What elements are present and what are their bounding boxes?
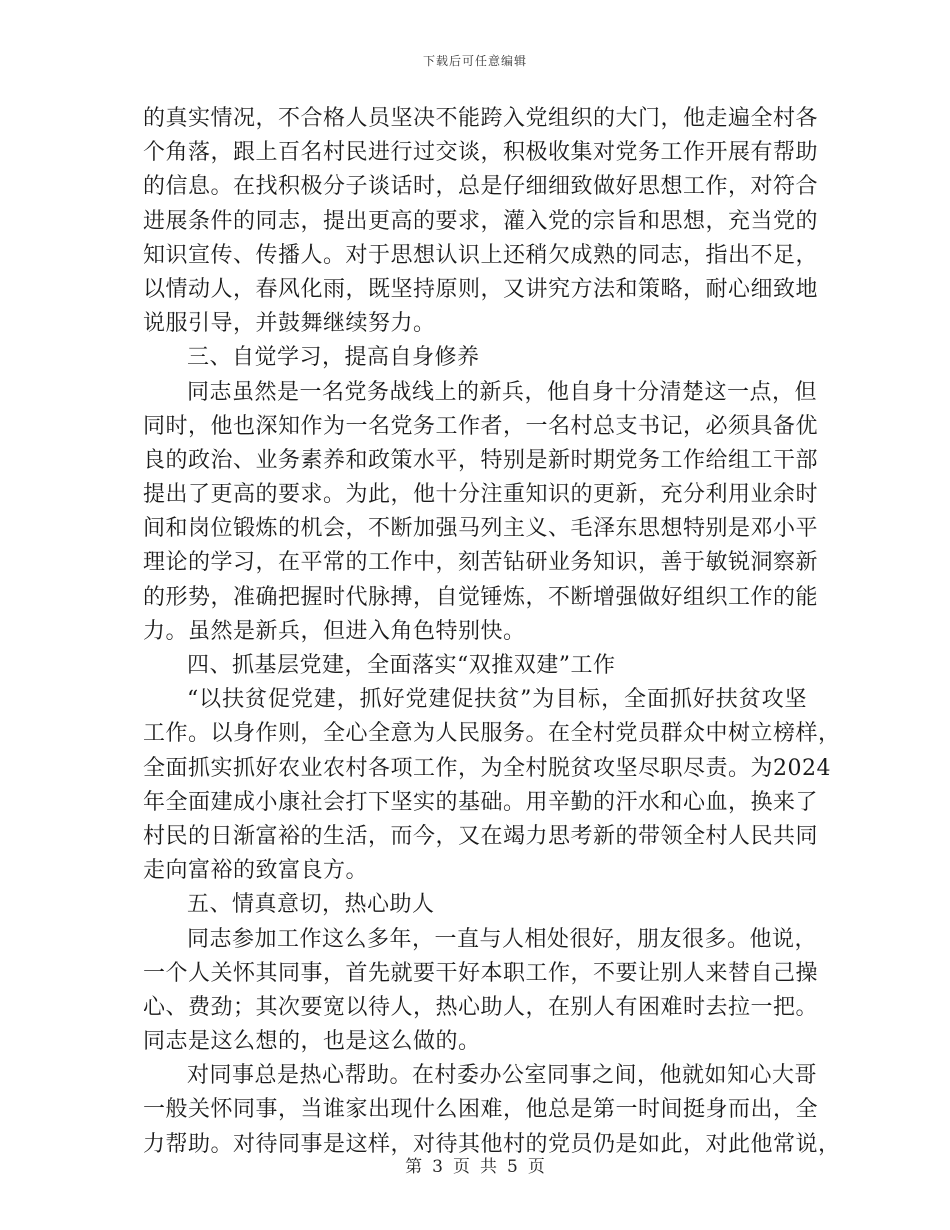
footer-prefix: 第	[405, 1157, 423, 1177]
page-header: 下载后可任意编辑	[422, 54, 527, 68]
text-line: 心、费劲；其次要宽以待人，热心助人，在别人有困难时去拉一把。	[143, 994, 819, 1020]
text-line: 说服引导，并鼓舞继续努力。	[143, 311, 436, 337]
text-line: 全面抓实抓好农业农村各项工作，为全村脱贫攻坚尽职尽责。为2024	[143, 755, 831, 781]
text-line: 年全面建成小康社会打下坚实的基础。用辛勤的汗水和心血，换来了	[143, 789, 819, 815]
text-line: 村民的日渐富裕的生活，而今，又在竭力思考新的带领全村人民共同	[143, 823, 819, 849]
text-line: 同志参加工作这么多年，一直与人相处很好，朋友很多。他说，	[187, 926, 818, 952]
text-line: 提出了更高的要求。为此，他十分注重知识的更新，充分利用业余时	[143, 482, 819, 508]
text-line: 三、自觉学习，提高自身修养	[187, 345, 480, 371]
text-line: 对同事总是热心帮助。在村委办公室同事之间，他就如知心大哥	[187, 1063, 818, 1089]
text-line: 理论的学习，在平常的工作中，刻苦钻研业务知识，善于敏锐洞察新	[143, 550, 819, 576]
text-line: 力帮助。对待同事是这样，对待其他村的党员仍是如此，对此他常说，	[143, 1131, 841, 1157]
footer-total-label: 共	[480, 1157, 497, 1177]
total-pages-number: 5	[507, 1157, 518, 1177]
text-line: 同时，他也深知作为一名党务工作者，一名村总支书记，必须具备优	[143, 413, 819, 439]
text-line: 走向富裕的致富良方。	[143, 858, 369, 884]
text-line: 进展条件的同志，提出更高的要求，灌入党的宗旨和思想，充当党的	[143, 208, 819, 234]
text-line: 四、抓基层党建，全面落实“双推双建”工作	[187, 653, 616, 678]
text-line: 个角落，跟上百名村民进行过交谈，积极收集对党务工作开展有帮助	[143, 140, 819, 166]
current-page-number: 3	[432, 1157, 443, 1177]
text-line: 良的政治、业务素养和政策水平，特别是新时期党务工作给组工干部	[143, 447, 819, 473]
text-line: 同志是这么想的，也是这么做的。	[143, 1029, 481, 1055]
text-line: 一般关怀同事，当谁家出现什么困难，他总是第一时间挺身而出，全	[143, 1097, 819, 1123]
text-line: 五、情真意切，热心助人	[187, 892, 435, 918]
text-line: 同志虽然是一名党务战线上的新兵，他自身十分清楚这一点，但	[187, 379, 818, 405]
document-body	[143, 102, 841, 1162]
text-line: 的形势，准确把握时代脉搏，自觉锤炼，不断增强做好组织工作的能	[143, 584, 819, 610]
text-line: 以情动人，春风化雨，既坚持原则，又讲究方法和策略，耐心细致地	[143, 276, 819, 302]
text-line: 的信息。在找积极分子谈话时，总是仔细细致做好思想工作，对符合	[143, 174, 819, 200]
text-line: “以扶贫促党建，抓好党建促扶贫”为目标，全面抓好扶贫攻坚	[187, 687, 807, 713]
text-line: 力。虽然是新兵，但进入角色特别快。	[143, 618, 526, 644]
text-line: 的真实情况，不合格人员坚决不能跨入党组织的大门，他走遍全村各	[143, 106, 819, 131]
footer-page-label: 页	[453, 1157, 470, 1177]
text-line: 知识宣传、传播人。对于思想认识上还稍欠成熟的同志，指出不足，	[143, 242, 819, 268]
text-line: 一个人关怀其同事，首先就要干好本职工作，不要让别人来替自己操	[143, 960, 819, 986]
footer-suffix: 页	[527, 1157, 545, 1177]
text-line: 工作。以身作则，全心全意为人民服务。在全村党员群众中树立榜样，	[143, 721, 841, 747]
text-line: 间和岗位锻炼的机会，不断加强马列主义、毛泽东思想特别是邓小平	[143, 516, 819, 542]
page-footer	[0, 1152, 950, 1177]
